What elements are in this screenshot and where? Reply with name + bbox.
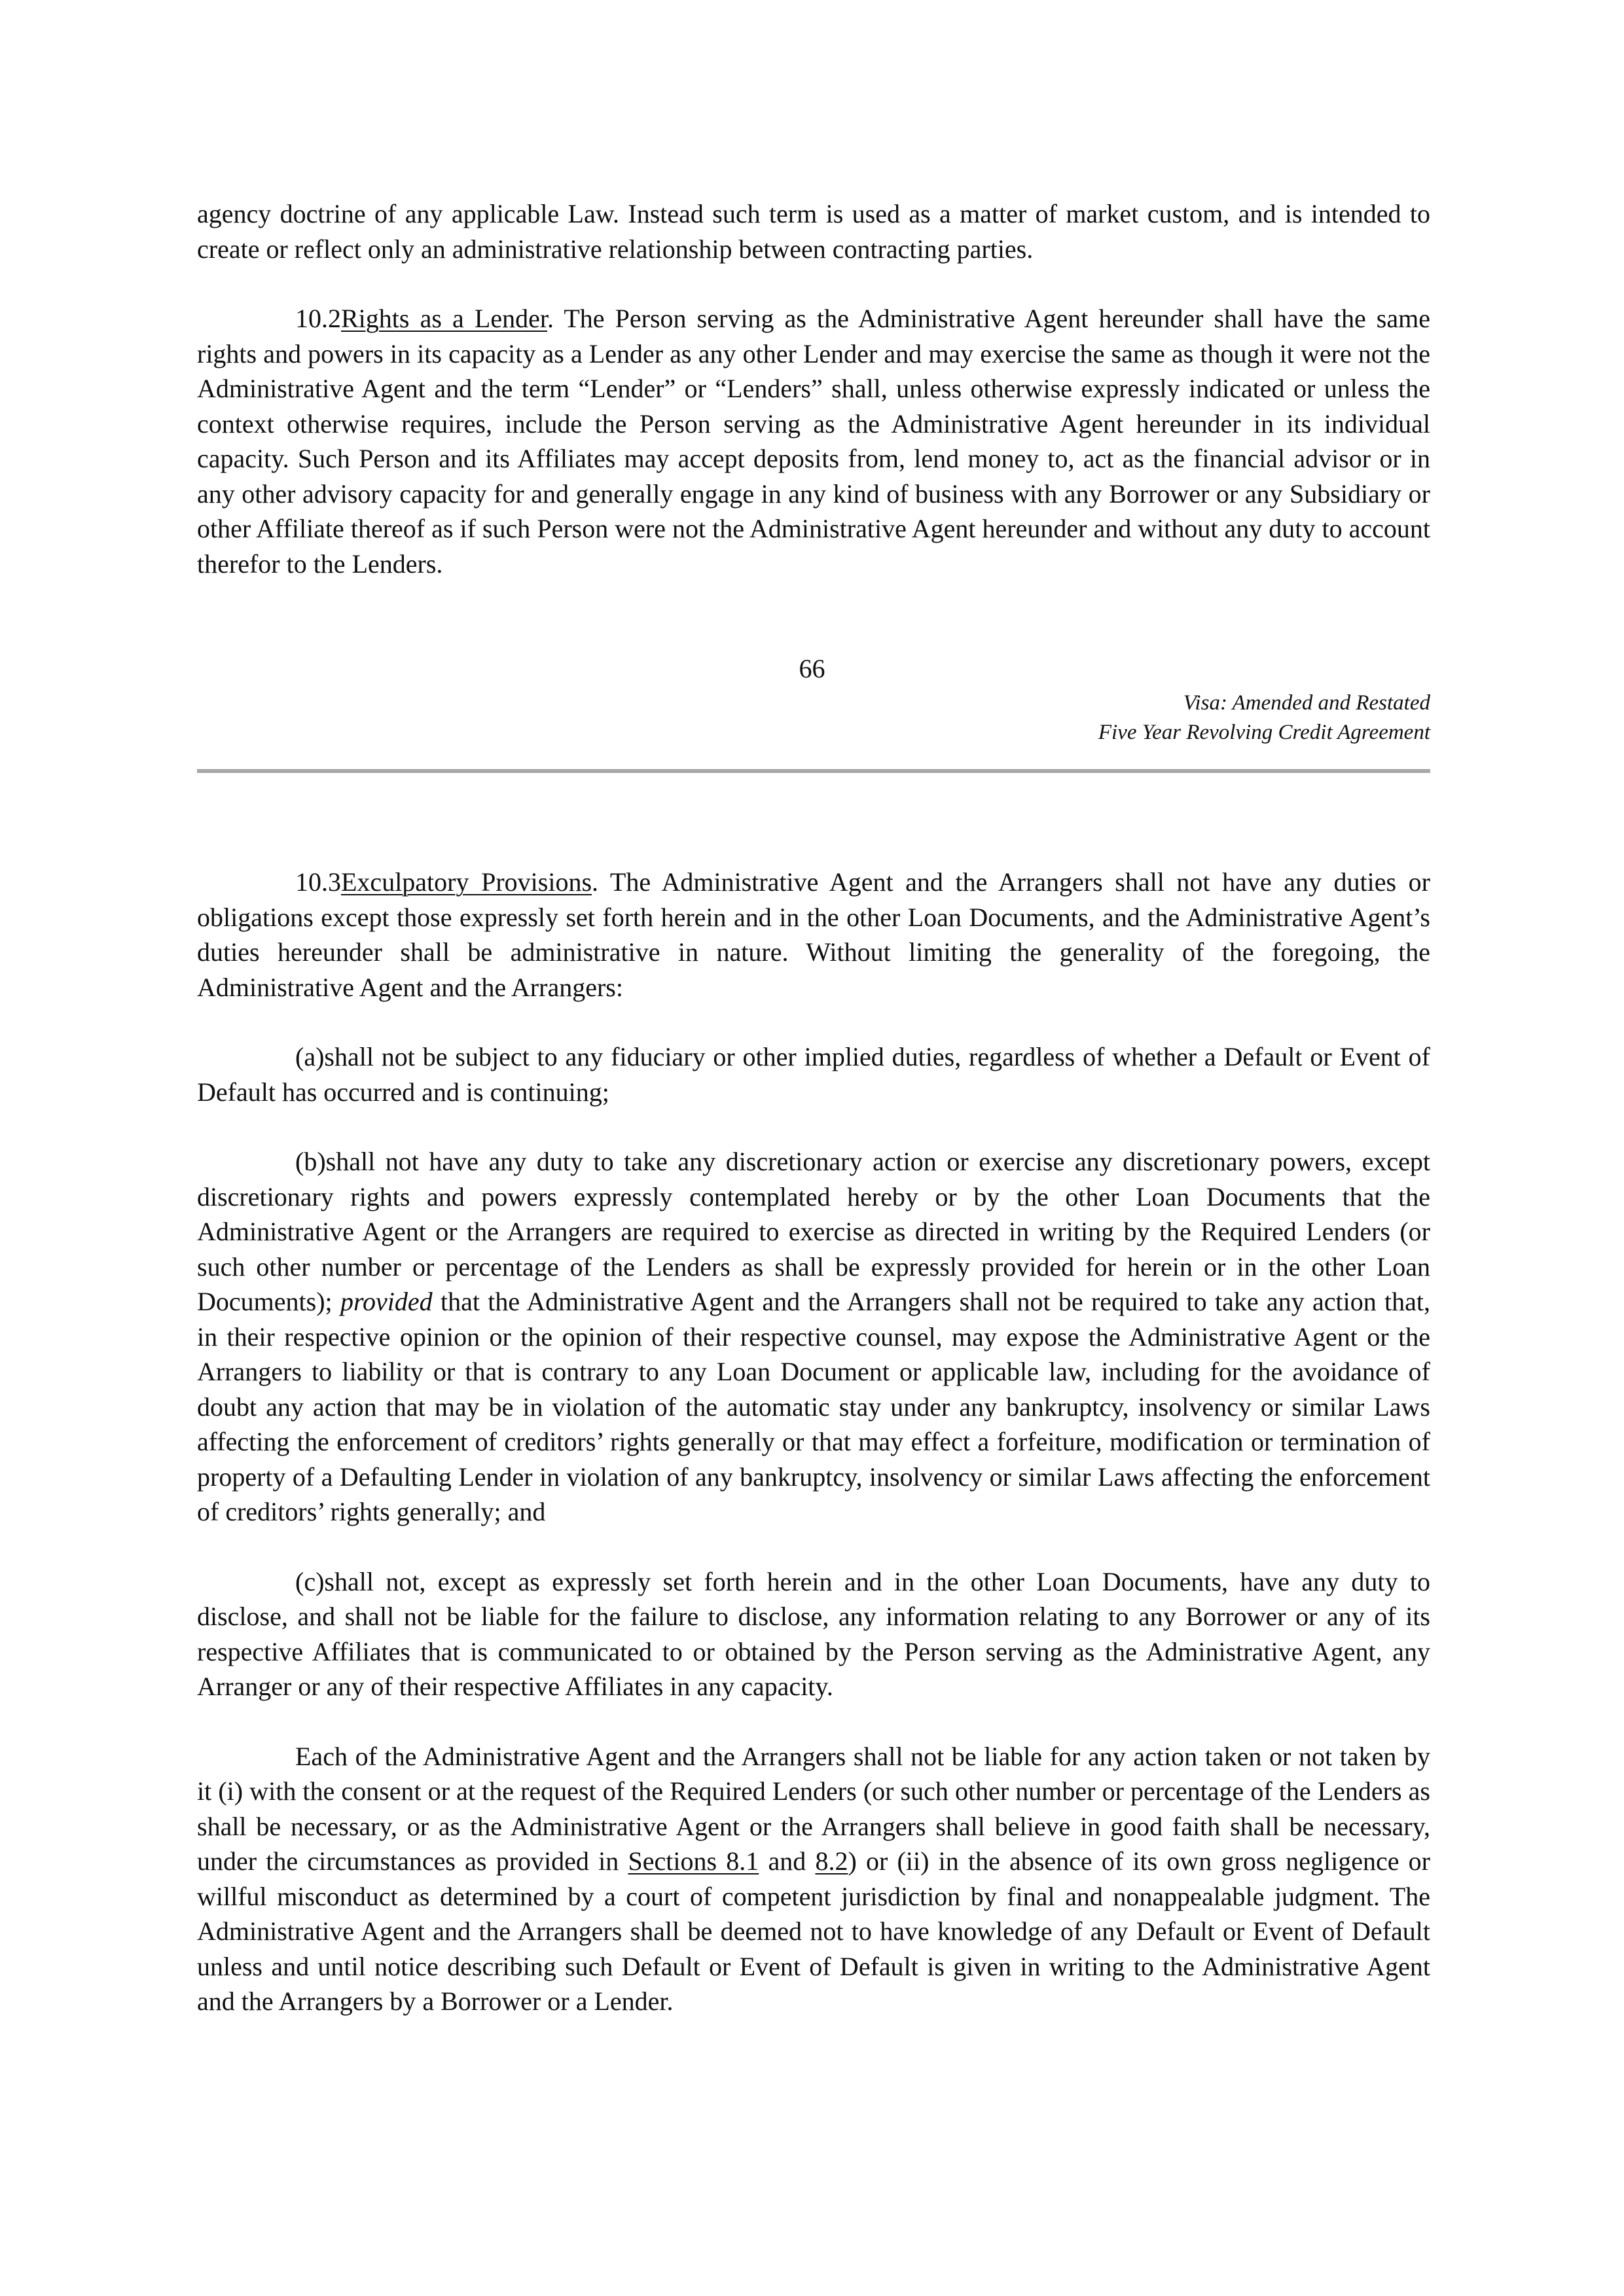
section-10-2-paragraph [197, 301, 1430, 581]
section-10-3-paragraph [197, 865, 1430, 1005]
section-10-2-text: . The Person serving as the Administrative Agent hereunder shall have the same rights and powers in its capacity as a Lender as any other Lender and may exercise the same as though it were not the Administrative Agent and the term “Lender” or “Lenders” shall, unless otherwise expressly indicated or unless the context otherwise requires, include the Person serving as the Administrative Agent hereunder in its individual capacity. Such Person and its Affiliates may accept deposits from, lend money to, act as the financial advisor or in any other advisory capacity for and generally engage in any kind of business with any Borrower or any Subsidiary or other Affiliate thereof as if such Person were not the Administrative Agent hereunder and without any duty to account therefor to the Lenders. [197, 304, 1430, 579]
clause-c-paragraph [197, 1564, 1430, 1704]
section-10-3-number: 10.3 [295, 867, 341, 897]
clause-b-label: (b) [295, 1147, 326, 1176]
page-number: 66 [799, 654, 825, 683]
clause-b-text-after: that the Administrative Agent and the Arrangers shall not be required to take any action that, in their respective opinion or the opinion of their respective counsel, may expose the Administrative Agent or the Arrangers to liability or that is contrary to any Loan Document or applicable law, including for the avoidance of doubt any action that may be in violation of the automatic stay under any bankruptcy, insolvency or similar Laws affecting the enforcement of creditors’ rights generally or that may effect a forfeiture, modification or termination of property of a Defaulting Lender in violation of any bankruptcy, insolvency or similar Laws affecting the enforcement of creditors’ rights generally; and [197, 1287, 1430, 1526]
continuation-paragraph: agency doctrine of any applicable Law. Instead such term is used as a matter of market custom, and is intended to create or reflect only an administrative relationship between contracting parties. [197, 199, 1430, 264]
clause-a-paragraph [197, 1039, 1430, 1109]
liability-text-after: ) or (ii) in the absence of its own gross negligence or willful misconduct as determined by a court of competent jurisdiction by final and nonappealable judgment. The Administrative Agent and the Arrangers shall be deemed not to have knowledge of any Default or Event of Default unless and until notice describing such Default or Event of Default is given in writing to the Administrative Agent and the Arrangers by a Borrower or a Lender. [197, 1846, 1430, 2016]
clause-a-text: shall not be subject to any fiduciary or other implied duties, regardless of whether a Default or Event of Default has occurred and is continuing; [197, 1042, 1430, 1107]
liability-text-before: Each of the Administrative Agent and the Arrangers shall not be liable for any action taken or not taken by it (i) with the consent or at the request of the Required Lenders (or such other number or percentage of the Lenders as shall be necessary, or as the Administrative Agent or the Arrangers shall believe in good faith shall be necessary, under the circumstances as provided in [197, 1741, 1430, 1876]
clause-b-provided: provided [340, 1287, 433, 1316]
section-10-3-heading: Exculpatory Provisions [341, 867, 592, 897]
clause-b-paragraph [197, 1144, 1430, 1530]
liability-paragraph [197, 1739, 1430, 2019]
section-8-2-link[interactable]: 8.2 [815, 1846, 848, 1876]
clause-b-text-before: shall not have any duty to take any discretionary action or exercise any discretionary powers, except discretionary rights and powers expressly contemplated hereby or by the other Loan Documents that the Administrative Agent or the Arrangers are required to exercise as directed in writing by the Required Lenders (or such other number or percentage of the Lenders as shall be expressly provided for herein or in the other Loan Documents); [197, 1147, 1430, 1316]
section-8-1-link[interactable]: Sections 8.1 [628, 1846, 759, 1876]
section-10-2-heading: Rights as a Lender [341, 304, 547, 333]
top-page-content [197, 196, 1430, 581]
footer-line-2: Five Year Revolving Credit Agreement [1098, 721, 1430, 744]
clause-a-label: (a) [295, 1042, 325, 1071]
page-break-divider [197, 769, 1430, 773]
bottom-page-content [197, 865, 1430, 2019]
liability-and: and [759, 1846, 816, 1876]
footer-line-1: Visa: Amended and Restated [1183, 691, 1430, 715]
clause-c-label: (c) [295, 1566, 325, 1596]
section-10-2-number: 10.2 [295, 304, 341, 333]
footer-caption [1098, 689, 1430, 747]
clause-c-text: shall not, except as expressly set forth herein and in the other Loan Documents, have any duty to disclose, and shall not be liable for the failure to disclose, any information relating to any Borrower or any of its respective Affiliates that is communicated to or obtained by the Person serving as the Administrative Agent, any Arranger or any of their respective Affiliates in any capacity. [197, 1566, 1430, 1701]
section-10-3-text: . The Administrative Agent and the Arrangers shall not have any duties or obligations except those expressly set forth herein and in the other Loan Documents, and the Administrative Agent’s duties hereunder shall be administrative in nature. Without limiting the generality of the foregoing, the Administrative Agent and the Arrangers: [197, 867, 1431, 1002]
